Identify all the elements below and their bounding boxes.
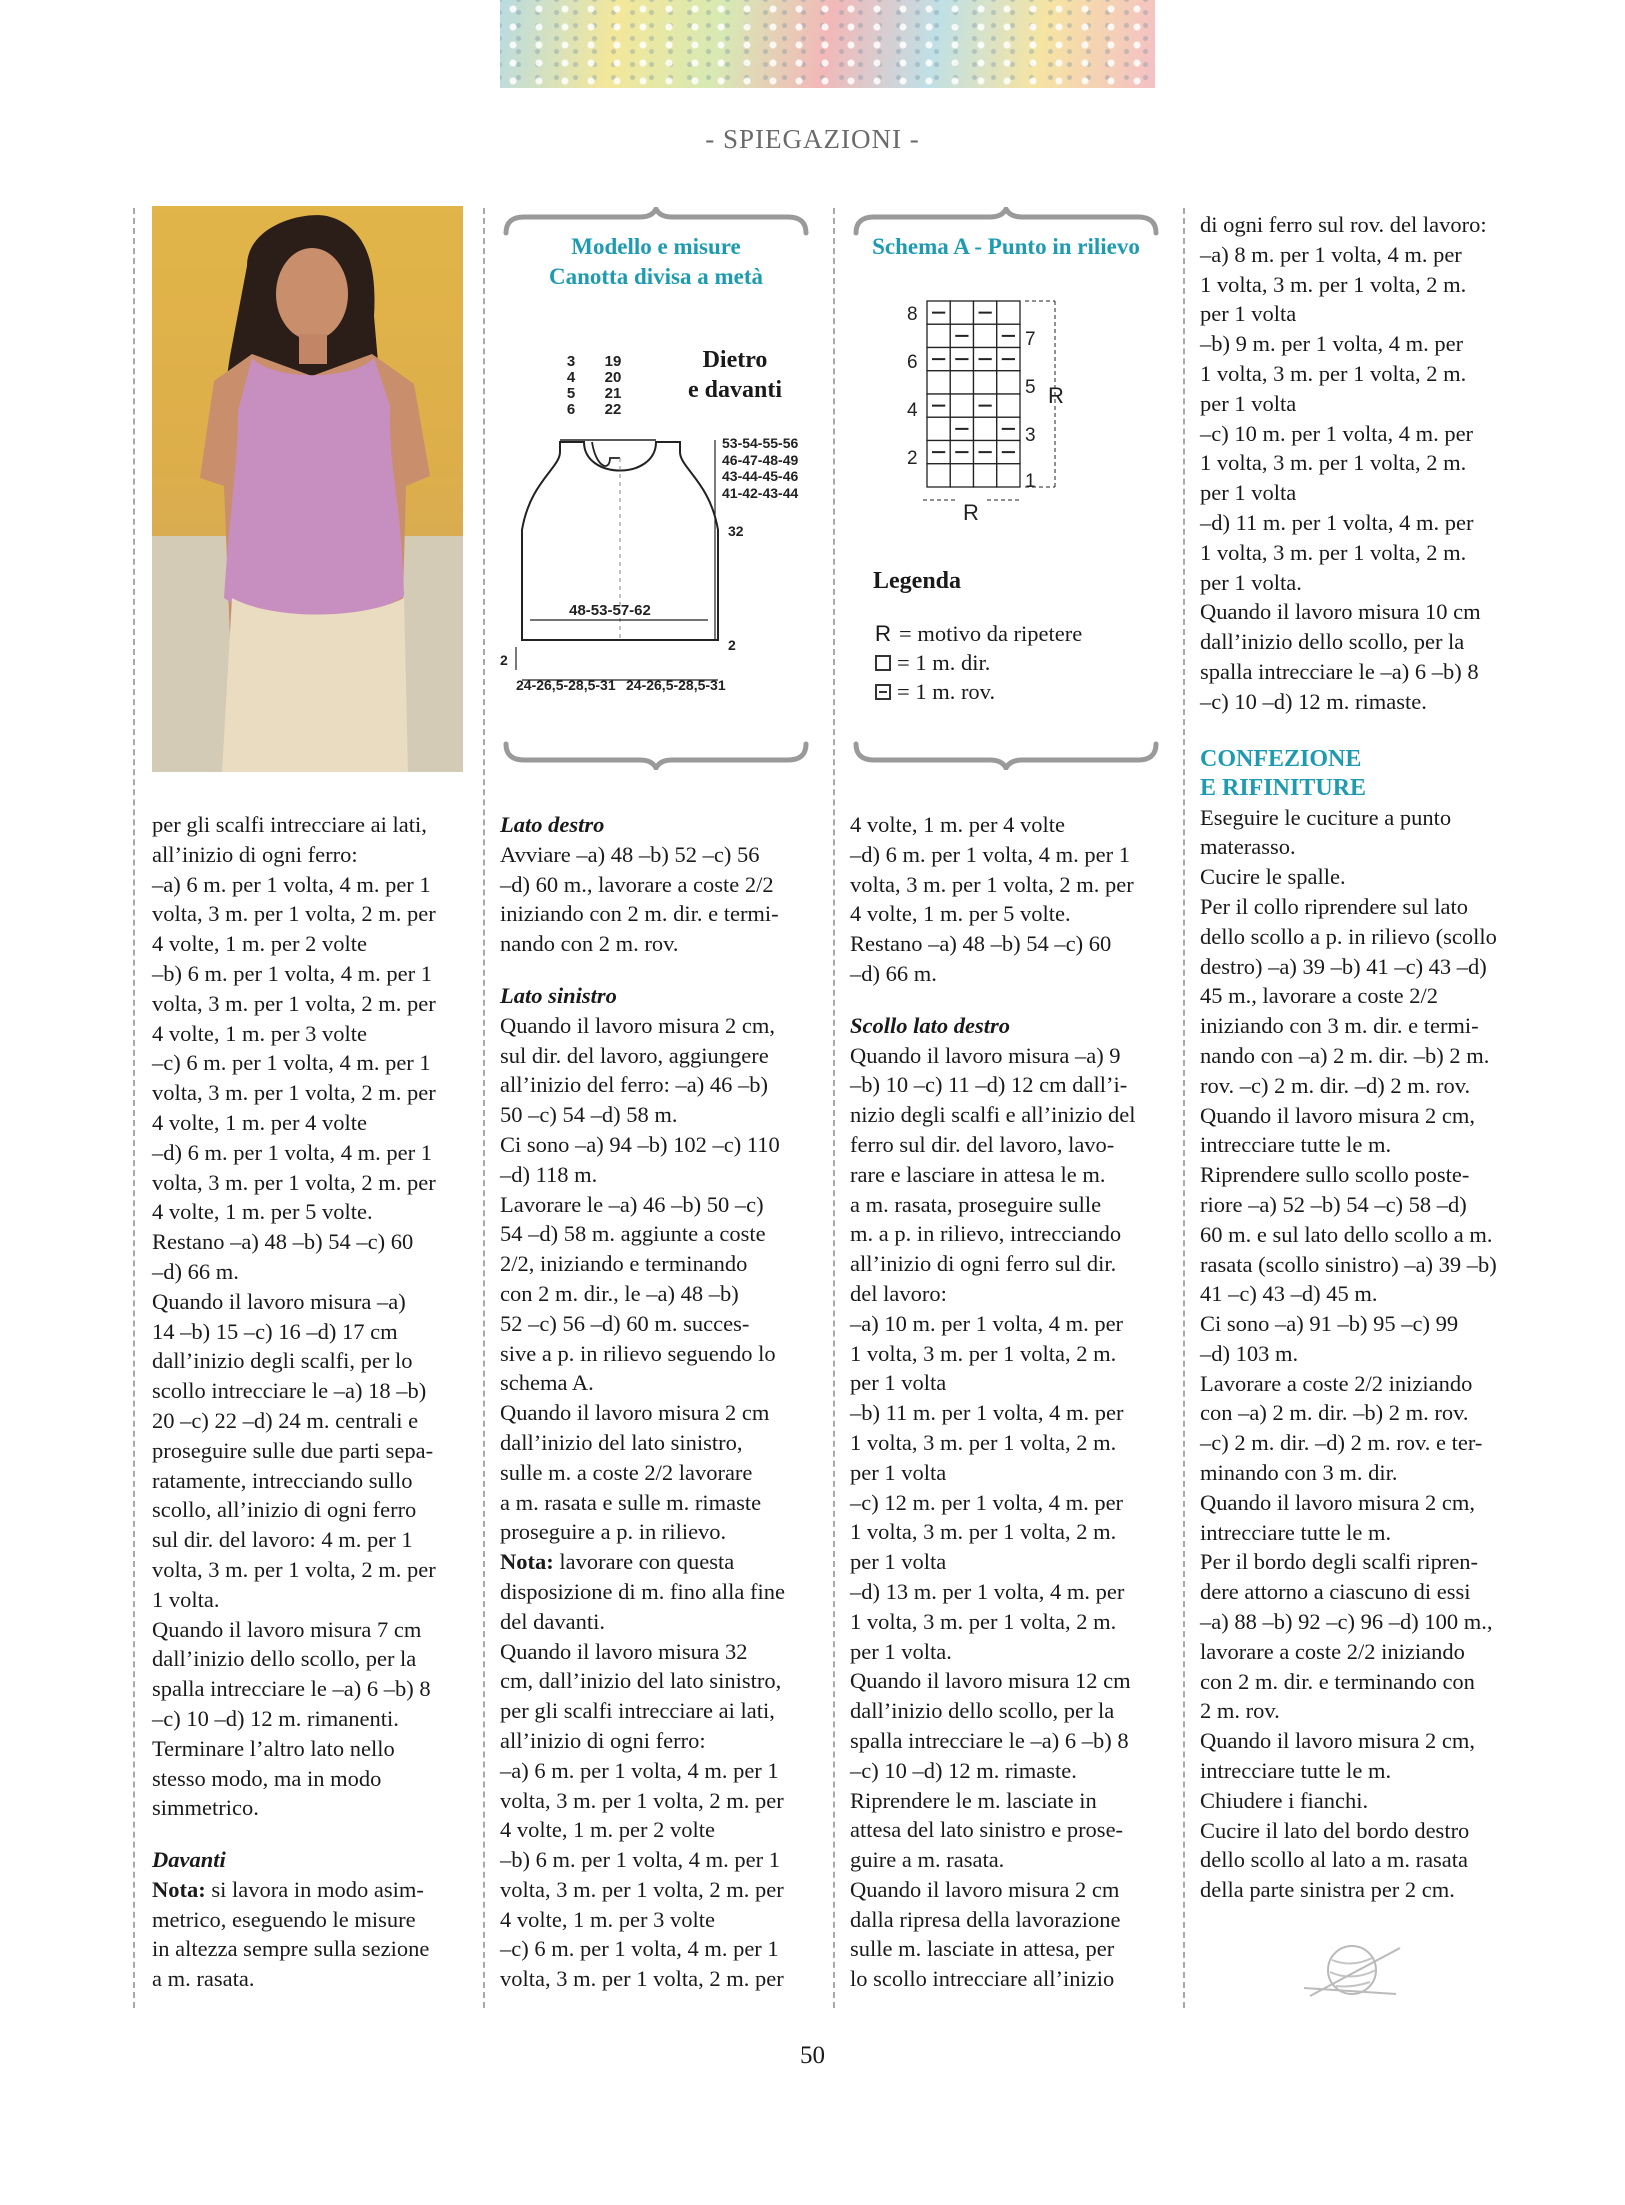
diagram-model-title: Modello e misure Canotta divisa a metà bbox=[548, 234, 764, 289]
svg-text:6: 6 bbox=[907, 352, 918, 373]
col2-text: Lato destro Avviare –a) 48 –b) 52 –c) 56 –d) 60 m., lavorare a coste 2/2 iniziando con 2 m. dir. e termi- nando con 2 m. rov. Lato sinistro Quando il lavoro misura 2 cm, sul dir. del lavoro, aggiungere all’inizio del ferro: –a) 46 –b) 50 –c) 54 –d) 58 m. Ci sono –a) 94 –b) 102 –c) 110 –d) 118 m. Lavorare le –a) 46 –b) 50 –c) 54 –d) 58 m. aggiunte a coste 2/2, iniziando e terminando con 2 m. dir., le –a) 48 –b) 52 –c) 56 –d) 60 m. succes- sive a p. in rilievo seguendo lo schema A. Quando il lavoro misura 2 cm dall’inizio del lato sinistro, sulle m. a coste 2/2 lavorare a m. rasata e sulle m. rimaste proseguire a p. in rilievo. Nota: lavorare con questa disposizione di m. fino alla fine del davanti. Quando il lavoro misura 32 cm, dall’inizio del lato sinistro, per gli scalfi intrecciare ai lati, all’inizio di ogni ferro: –a) 6 m. per 1 volta, 4 m. per 1 volta, 3 m. per 1 volta, 2 m. per 4 volte, 1 m. per 2 volte –b) 6 m. per 1 volta, 4 m. per 1 volta, 3 m. per 1 volta, 2 m. per 4 volte, 1 m. per 3 volte –c) 6 m. per 1 volta, 4 m. per 1 volta, 3 m. per 1 volta, 2 m. per bbox=[500, 810, 812, 1994]
lato-sinistro-heading: Lato sinistro bbox=[500, 982, 617, 1008]
svg-text:5: 5 bbox=[566, 385, 576, 402]
stitch-cell bbox=[927, 324, 950, 347]
stitch-cell bbox=[927, 417, 950, 440]
davanti-heading: Davanti bbox=[152, 1847, 226, 1873]
legend bbox=[873, 568, 1082, 706]
stitch-cell bbox=[974, 417, 997, 440]
svg-text:2: 2 bbox=[907, 448, 918, 469]
svg-text:6: 6 bbox=[566, 401, 576, 418]
stitch-cell bbox=[950, 464, 973, 487]
svg-text:24-26,5-28,5-31: 24-26,5-28,5-31 bbox=[516, 677, 616, 693]
stitch-cell bbox=[997, 394, 1020, 417]
legend-item-purl: = 1 m. rov. bbox=[873, 677, 1082, 706]
svg-text:5: 5 bbox=[1025, 377, 1036, 398]
knit-symbol-icon bbox=[875, 655, 891, 671]
scollo-heading: Scollo lato destro bbox=[850, 1012, 1011, 1038]
stitch-chart-schema-a bbox=[895, 295, 1095, 525]
stitch-cell bbox=[997, 371, 1020, 394]
svg-text:7: 7 bbox=[1025, 329, 1036, 350]
svg-text:8: 8 bbox=[907, 304, 918, 325]
stitch-cell bbox=[974, 464, 997, 487]
column-divider bbox=[833, 208, 835, 2008]
purl-symbol-icon bbox=[875, 684, 891, 700]
confezione-heading: CONFEZIONE bbox=[1200, 745, 1362, 772]
header-banner-image bbox=[500, 0, 1155, 88]
svg-text:3: 3 bbox=[566, 353, 576, 370]
model-photo bbox=[152, 206, 463, 772]
legend-item-repeat: R = motivo da ripetere bbox=[874, 620, 1083, 646]
col4-text: di ogni ferro sul rov. del lavoro: –a) 8 m. per 1 volta, 4 m. per 1 volta, 3 m. per 1 volta, 2 m. per 1 volta –b) 9 m. per 1 volta, 4 m. per 1 volta, 3 m. per 1 volta, 2 m. per 1 volta –c) 10 m. per 1 volta, 4 m. per 1 volta, 3 m. per 1 volta, 2 m. per 1 volta –d) 11 m. per 1 volta, 4 m. per 1 volta, 3 m. per 1 volta, 2 m. per 1 volta. Quando il lavoro misura 10 cm dall’inizio dello scollo, per la spalla intrecciare le –a) 6 –b) 8 –c) 10 –d) 12 m. rimaste. CONFEZIONE E RIFINITURE Eseguire le cuciture a punto materasso. Cucire le spalle. Per il collo riprendere sul lato dello scollo a p. in rilievo (scollo destro) –a) 39 –b) 41 –c) 43 –d) 45 m., lavorare a coste 2/2 iniziando con 3 m. dir. e termi- nando con –a) 2 m. dir. –b) 2 m. rov. –c) 2 m. dir. –d) 2 m. rov. Quando il lavoro misura 2 cm, intrecciare tutte le m. Riprendere sullo scollo poste- riore –a) 52 –b) 54 –c) 58 –d) 60 m. e sul lato dello scollo a m. rasata (scollo sinistro) –a) 39 –b) 41 –c) 43 –d) 45 m. Ci sono –a) 91 –b) 95 –c) 99 –d) 103 m. Lavorare a coste 2/2 iniziando con –a) 2 m. dir. –b) 2 m. rov. –c) 2 m. dir. –d) 2 m. rov. e ter- minando con 3 m. dir. Quando il lavoro misura 2 cm, intrecciare tutte le m. Per il bordo degli scalfi ripren- dere attorno a ciascuno di essi –a) 88 –b) 92 –c) 96 –d) 100 m., lavorare a coste 2/2 iniziando con 2 m. dir. e terminando con 2 m. rov. Quando il lavoro misura 2 cm, intrecciare tutte le m. Chiudere i fianchi. Cucire il lato del bordo destro dello scollo al lato a m. rasata della parte sinistra per 2 cm. bbox=[1200, 210, 1512, 1905]
svg-text:21: 21 bbox=[604, 385, 622, 402]
schema-a-title: Schema A - Punto in rilievo bbox=[872, 234, 1140, 259]
svg-text:4: 4 bbox=[907, 400, 918, 421]
svg-text:22: 22 bbox=[604, 401, 622, 418]
legend-item-knit: = 1 m. dir. bbox=[873, 648, 1082, 677]
svg-text:46-47-48-49: 46-47-48-49 bbox=[722, 452, 799, 468]
svg-text:53-54-55-56: 53-54-55-56 bbox=[722, 435, 799, 451]
svg-text:32: 32 bbox=[728, 523, 744, 539]
stitch-cell bbox=[974, 324, 997, 347]
svg-text:41-42-43-44: 41-42-43-44 bbox=[722, 485, 799, 501]
stitch-cell bbox=[950, 301, 973, 324]
brace-bottom bbox=[850, 740, 1162, 770]
legend-title: Legenda bbox=[873, 568, 962, 594]
lato-destro-heading: Lato destro bbox=[500, 812, 605, 837]
stitch-cell bbox=[950, 371, 973, 394]
column-divider bbox=[483, 208, 485, 2008]
svg-text:1: 1 bbox=[1025, 471, 1036, 492]
col3-text: 4 volte, 1 m. per 4 volte –d) 6 m. per 1 volta, 4 m. per 1 volta, 3 m. per 1 volta, 2 m. per 4 volte, 1 m. per 5 volte. Restano –a) 48 –b) 54 –c) 60 –d) 66 m. Scollo lato destro Quando il lavoro misura –a) 9 –b) 10 –c) 11 –d) 12 cm dall’i- nizio degli scalfi e all’inizio del ferro sul dir. del lavoro, lavo- rare e lasciare in attesa le m. a m. rasata, proseguire sulle m. a p. in rilievo, intrecciando all’inizio di ogni ferro sul dir. del lavoro: –a) 10 m. per 1 volta, 4 m. per 1 volta, 3 m. per 1 volta, 2 m. per 1 volta –b) 11 m. per 1 volta, 4 m. per 1 volta, 3 m. per 1 volta, 2 m. per 1 volta –c) 12 m. per 1 volta, 4 m. per 1 volta, 3 m. per 1 volta, 2 m. per 1 volta –d) 13 m. per 1 volta, 4 m. per 1 volta, 3 m. per 1 volta, 2 m. per 1 volta. Quando il lavoro misura 12 cm dall’inizio dello scollo, per la spalla intrecciare le –a) 6 –b) 8 –c) 10 –d) 12 m. rimaste. Riprendere le m. lasciate in attesa del lato sinistro e prose- guire a m. rasata. Quando il lavoro misura 2 cm dalla ripresa della lavorazione sulle m. lasciate in attesa, per lo scollo intrecciare all’inizio bbox=[850, 810, 1162, 1994]
stitch-cell bbox=[927, 464, 950, 487]
page-header: - SPIEGAZIONI - bbox=[705, 124, 920, 154]
svg-text:20: 20 bbox=[604, 369, 622, 386]
yarn-ball-icon bbox=[1300, 1938, 1410, 2002]
svg-text:19: 19 bbox=[604, 353, 622, 370]
page-number: 50 bbox=[800, 2042, 825, 2069]
svg-text:24-26,5-28,5-31: 24-26,5-28,5-31 bbox=[626, 677, 726, 693]
svg-text:2: 2 bbox=[728, 637, 736, 653]
svg-text:R: R bbox=[1048, 383, 1064, 408]
column-divider bbox=[133, 208, 135, 2008]
svg-text:3: 3 bbox=[1025, 425, 1036, 446]
stitch-cell bbox=[974, 371, 997, 394]
svg-text:48-53-57-62: 48-53-57-62 bbox=[569, 602, 651, 619]
dietro-davanti-label: Dietro e davanti bbox=[687, 347, 782, 403]
svg-text:4: 4 bbox=[566, 369, 576, 386]
stitch-cell bbox=[950, 394, 973, 417]
svg-text:43-44-45-46: 43-44-45-46 bbox=[722, 468, 799, 484]
svg-text:R: R bbox=[963, 500, 979, 525]
col1-text: per gli scalfi intrecciare ai lati, all’inizio di ogni ferro: –a) 6 m. per 1 volta, 4 m. per 1 volta, 3 m. per 1 volta, 2 m. per 4 volte, 1 m. per 2 volte –b) 6 m. per 1 volta, 4 m. per 1 volta, 3 m. per 1 volta, 2 m. per 4 volte, 1 m. per 3 volte –c) 6 m. per 1 volta, 4 m. per 1 volta, 3 m. per 1 volta, 2 m. per 4 volte, 1 m. per 4 volte –d) 6 m. per 1 volta, 4 m. per 1 volta, 3 m. per 1 volta, 2 m. per 4 volte, 1 m. per 5 volte. Restano –a) 48 –b) 54 –c) 60 –d) 66 m. Quando il lavoro misura –a) 14 –b) 15 –c) 16 –d) 17 cm dall’inizio degli scalfi, per lo scollo intrecciare le –a) 18 –b) 20 –c) 22 –d) 24 m. centrali e proseguire sulle due parti sepa- ratamente, intrecciando sullo scollo, all’inizio di ogni ferro sul dir. del lavoro: 4 m. per 1 volta, 3 m. per 1 volta, 2 m. per 1 volta. Quando il lavoro misura 7 cm dall’inizio dello scollo, per la spalla intrecciare le –a) 6 –b) 8 –c) 10 –d) 12 m. rimanenti. Terminare l’altro lato nello stesso modo, ma in modo simmetrico. Davanti Nota: si lavora in modo asim- metrico, eseguendo le misure in altezza sempre sulla sezione a m. rasata. bbox=[152, 810, 463, 1994]
stitch-cell bbox=[997, 464, 1020, 487]
garment-schematic bbox=[500, 350, 820, 705]
column-divider bbox=[1183, 208, 1185, 2008]
stitch-cell bbox=[997, 301, 1020, 324]
svg-text:2: 2 bbox=[500, 652, 508, 668]
brace-bottom bbox=[500, 740, 812, 770]
stitch-cell bbox=[927, 371, 950, 394]
